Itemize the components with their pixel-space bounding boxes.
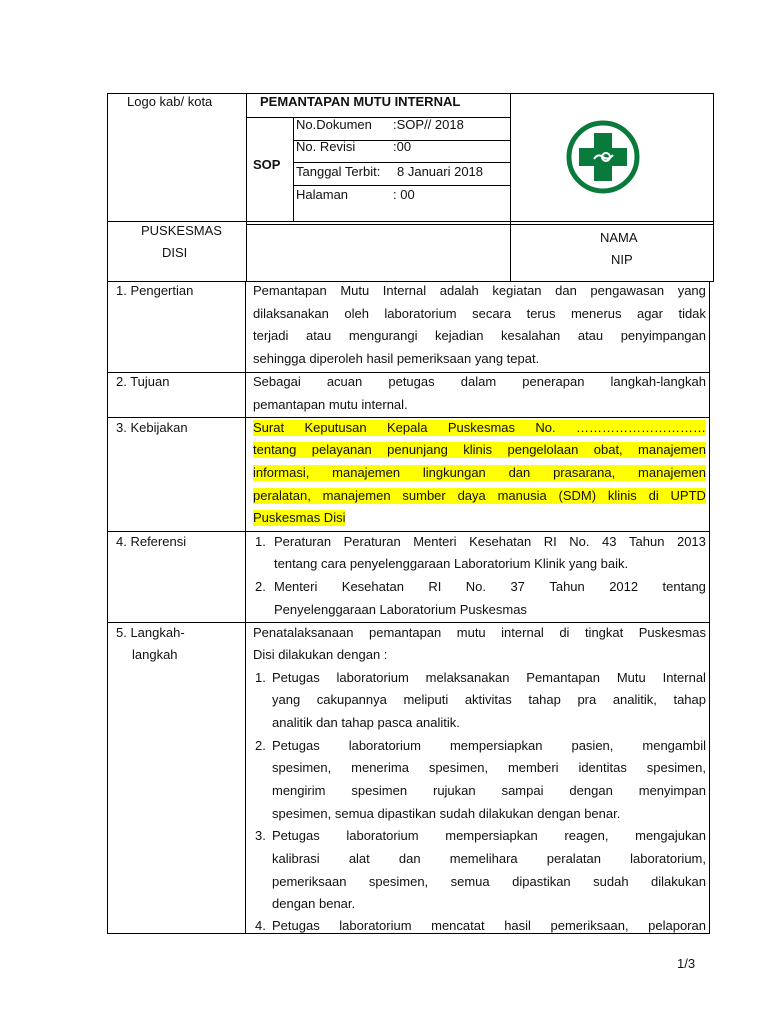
word: Keputusan bbox=[304, 420, 367, 435]
green-cross-icon bbox=[565, 119, 641, 195]
word: spesimen, bbox=[428, 760, 489, 775]
word: Peraturan bbox=[343, 534, 401, 549]
word: 2012 bbox=[609, 579, 639, 594]
word: manajemen bbox=[332, 465, 401, 480]
word: kalibrasi bbox=[272, 851, 320, 866]
word: Petugas bbox=[272, 918, 320, 933]
langkah-intro-line bbox=[253, 625, 706, 641]
langkah-item-line bbox=[272, 738, 706, 754]
word: ………………………… bbox=[575, 420, 706, 435]
word: atau bbox=[305, 328, 332, 343]
word: reagen, bbox=[564, 828, 609, 843]
word: menerus bbox=[570, 306, 622, 321]
word: oleh bbox=[344, 306, 369, 321]
word: klinis bbox=[463, 442, 493, 457]
section-label-pengertian: 1. Pengertian bbox=[116, 283, 194, 298]
word: spesimen, bbox=[646, 760, 706, 775]
word: UPTD bbox=[670, 488, 706, 503]
word: spesimen, bbox=[272, 760, 332, 775]
word: Pemantapan bbox=[526, 670, 601, 685]
word: prasarana, bbox=[553, 465, 616, 480]
pengertian-line bbox=[253, 328, 706, 344]
kebijakan-line bbox=[253, 420, 706, 436]
langkah-item-number: 1. bbox=[255, 670, 266, 685]
word: dan bbox=[555, 283, 577, 298]
word: identitas bbox=[578, 760, 627, 775]
word: pengawasan bbox=[590, 283, 665, 298]
word: pemeriksaan bbox=[272, 874, 347, 889]
word: Sebagai bbox=[253, 374, 301, 389]
referensi-item-line bbox=[274, 579, 706, 595]
word: tahap bbox=[673, 692, 706, 707]
word: Mutu bbox=[340, 283, 370, 298]
word: 2013 bbox=[676, 534, 706, 549]
word: Petugas bbox=[272, 828, 320, 843]
signatory-nip: NIP bbox=[611, 252, 633, 267]
langkah-item-line: analitik dan tahap pasca analitik. bbox=[272, 715, 460, 730]
word: manusia bbox=[497, 488, 547, 503]
word: Tahun bbox=[629, 534, 665, 549]
word: dengan bbox=[569, 783, 613, 798]
section-label-referensi: 4. Referensi bbox=[116, 534, 187, 549]
word: laboratorium bbox=[346, 828, 419, 843]
word: kegiatan bbox=[492, 283, 542, 298]
hline-header bbox=[107, 221, 714, 222]
divider-header-right bbox=[510, 93, 511, 281]
word: Petugas bbox=[272, 670, 320, 685]
langkah-item-number: 3. bbox=[255, 828, 266, 843]
word: Kesehatan bbox=[341, 579, 404, 594]
word: laboratorium, bbox=[630, 851, 706, 866]
word: pengelolaan bbox=[507, 442, 579, 457]
word: (SDM) bbox=[558, 488, 597, 503]
referensi-item-line bbox=[274, 534, 706, 550]
word: laboratorium bbox=[339, 918, 412, 933]
field-value-no-revisi: :00 bbox=[393, 139, 412, 154]
signatory-name: NAMA bbox=[600, 230, 638, 245]
word: No. bbox=[535, 420, 556, 435]
word: RI bbox=[543, 534, 557, 549]
word: menerima bbox=[351, 760, 409, 775]
word: di bbox=[559, 625, 570, 640]
word: manajemen bbox=[638, 442, 706, 457]
hline-s3 bbox=[107, 417, 710, 418]
langkah-item-line bbox=[272, 760, 706, 776]
divider-sop bbox=[293, 117, 294, 221]
hline-s5 bbox=[107, 622, 710, 623]
word: laboratorium bbox=[336, 670, 409, 685]
kebijakan-line bbox=[253, 465, 706, 481]
word: obat, bbox=[593, 442, 623, 457]
langkah-item-number: 2. bbox=[255, 738, 266, 753]
word: agar bbox=[636, 306, 663, 321]
word: klinis bbox=[607, 488, 637, 503]
word: sumber bbox=[402, 488, 446, 503]
word: dalam bbox=[460, 374, 497, 389]
word: yang bbox=[272, 692, 301, 707]
tujuan-line bbox=[253, 374, 706, 390]
word: Petugas bbox=[272, 738, 320, 753]
kebijakan-line: Puskesmas Disi bbox=[253, 510, 346, 525]
langkah-item-line: spesimen, semua dipastikan sudah dilakukan dengan benar. bbox=[272, 806, 621, 821]
section-label-kebijakan: 3. Kebijakan bbox=[116, 420, 188, 435]
pengertian-line bbox=[253, 306, 706, 322]
word: Puskesmas bbox=[447, 420, 516, 435]
word: tingkat bbox=[584, 625, 624, 640]
hline-field2 bbox=[293, 162, 511, 163]
pengertian-line bbox=[253, 283, 706, 299]
word: memberi bbox=[507, 760, 559, 775]
field-label-tanggal-terbit: Tanggal Terbit: bbox=[296, 164, 381, 179]
word: pelaporan bbox=[648, 918, 706, 933]
word: sudah bbox=[593, 874, 629, 889]
word: dan bbox=[398, 851, 421, 866]
word: petugas bbox=[388, 374, 435, 389]
word: dipastikan bbox=[512, 874, 571, 889]
word: mempersiapkan bbox=[449, 738, 543, 753]
word: atau bbox=[577, 328, 604, 343]
divider-header-mid bbox=[246, 93, 247, 281]
word: mengajukan bbox=[635, 828, 706, 843]
word: laboratorium bbox=[348, 738, 421, 753]
section-label-tujuan: 2. Tujuan bbox=[116, 374, 170, 389]
word: mencatat bbox=[431, 918, 485, 933]
langkah-item-line bbox=[272, 828, 706, 844]
word: No. bbox=[569, 534, 590, 549]
kebijakan-line bbox=[253, 442, 706, 458]
langkah-item-line bbox=[272, 918, 706, 934]
tujuan-line: pemantapan mutu internal. bbox=[253, 397, 408, 412]
sop-label: SOP bbox=[253, 157, 281, 172]
word: yang bbox=[677, 283, 706, 298]
word: mengurangi bbox=[348, 328, 418, 343]
word: Tahun bbox=[549, 579, 585, 594]
word: Kepala bbox=[386, 420, 428, 435]
word: alat bbox=[348, 851, 370, 866]
word: manajemen bbox=[322, 488, 391, 503]
word: kesalahan bbox=[501, 328, 561, 343]
word: hasil bbox=[504, 918, 531, 933]
word: cakupannya bbox=[316, 692, 387, 707]
word: manajemen bbox=[638, 465, 706, 480]
hline-s4 bbox=[107, 531, 710, 532]
langkah-item-line: dengan benar. bbox=[272, 896, 356, 911]
word: dilakukan bbox=[651, 874, 706, 889]
word: 37 bbox=[510, 579, 525, 594]
word: Surat bbox=[253, 420, 285, 435]
hline-sign-top bbox=[246, 224, 713, 225]
word: lingkungan bbox=[422, 465, 486, 480]
word: terus bbox=[526, 306, 556, 321]
word: Menteri bbox=[274, 579, 318, 594]
word: mengirim bbox=[272, 783, 326, 798]
word: terjadi bbox=[253, 328, 289, 343]
word: pasien, bbox=[571, 738, 614, 753]
document-title: PEMANTAPAN MUTU INTERNAL bbox=[260, 94, 461, 109]
word: pemeriksaan, bbox=[550, 918, 629, 933]
field-value-halaman: : 00 bbox=[393, 187, 415, 202]
word: kejadian bbox=[435, 328, 484, 343]
field-value-no-dokumen: :SOP// 2018 bbox=[393, 117, 464, 132]
word: peralatan bbox=[546, 851, 601, 866]
word: daya bbox=[457, 488, 486, 503]
logo-placeholder-label: Logo kab/ kota bbox=[127, 94, 213, 109]
pengertian-line: sehingga diperoleh hasil pemeriksaan yang tepat. bbox=[253, 351, 540, 366]
word: Puskesmas bbox=[638, 625, 706, 640]
word: analitik, bbox=[612, 692, 657, 707]
field-label-no-dokumen: No.Dokumen bbox=[296, 117, 372, 132]
word: penyimpangan bbox=[620, 328, 706, 343]
word: Penatalaksanaan bbox=[253, 625, 354, 640]
word: secara bbox=[472, 306, 512, 321]
hline-title bbox=[246, 117, 511, 118]
word: sampai bbox=[501, 783, 544, 798]
langkah-item-line bbox=[272, 874, 706, 890]
word: spesimen, bbox=[368, 874, 429, 889]
org-name-line2: DISI bbox=[162, 245, 188, 260]
word: Internal bbox=[662, 670, 706, 685]
langkah-intro-line: Disi dilakukan dengan : bbox=[253, 647, 388, 662]
word: aktivitas bbox=[464, 692, 512, 707]
word: 43 bbox=[602, 534, 617, 549]
field-label-halaman: Halaman bbox=[296, 187, 349, 202]
word: penunjang bbox=[387, 442, 448, 457]
word: Pemantapan bbox=[253, 283, 327, 298]
langkah-item-line bbox=[272, 851, 706, 867]
word: informasi, bbox=[253, 465, 310, 480]
word: penerapan bbox=[522, 374, 585, 389]
word: RI bbox=[428, 579, 442, 594]
word: Peraturan bbox=[274, 534, 332, 549]
hline-s2 bbox=[107, 372, 710, 373]
word: dan bbox=[508, 465, 531, 480]
word: semua bbox=[450, 874, 490, 889]
referensi-item-number: 2. bbox=[255, 579, 266, 594]
divider-labelcol bbox=[245, 281, 246, 933]
word: memelihara bbox=[449, 851, 518, 866]
word: Kesehatan bbox=[469, 534, 532, 549]
field-value-tanggal-terbit: 8 Januari 2018 bbox=[397, 164, 484, 179]
border-right-body bbox=[709, 281, 710, 933]
word: di bbox=[648, 488, 659, 503]
page-number: 1/3 bbox=[677, 956, 696, 971]
word: Mutu bbox=[616, 670, 646, 685]
word: spesimen bbox=[351, 783, 408, 798]
word: Internal bbox=[382, 283, 427, 298]
word: menyimpan bbox=[638, 783, 706, 798]
word: acuan bbox=[326, 374, 363, 389]
kebijakan-line bbox=[253, 488, 706, 504]
word: mutu bbox=[456, 625, 486, 640]
word: pemantapan bbox=[368, 625, 442, 640]
langkah-item-number: 4. bbox=[255, 918, 266, 933]
word: tentang bbox=[662, 579, 706, 594]
word: internal bbox=[501, 625, 544, 640]
word: mempersiapkan bbox=[445, 828, 538, 843]
word: Menteri bbox=[413, 534, 457, 549]
word: pra bbox=[577, 692, 597, 707]
hline-field3 bbox=[293, 185, 511, 186]
word: laboratorium bbox=[384, 306, 457, 321]
hline-org bbox=[107, 281, 714, 282]
border-left bbox=[107, 93, 108, 933]
referensi-item-number: 1. bbox=[255, 534, 266, 549]
word: adalah bbox=[439, 283, 479, 298]
word: No. bbox=[465, 579, 487, 594]
word: tahap bbox=[528, 692, 561, 707]
word: tidak bbox=[678, 306, 706, 321]
section-label-langkah-cont: langkah bbox=[132, 647, 178, 662]
border-right-top bbox=[713, 93, 714, 281]
word: peralatan, bbox=[253, 488, 311, 503]
section-label-langkah: 5. Langkah- bbox=[116, 625, 185, 640]
word: rujukan bbox=[432, 783, 476, 798]
referensi-item-line: tentang cara penyelenggaraan Laboratorium Klinik yang baik. bbox=[274, 556, 629, 571]
langkah-item-line bbox=[272, 783, 706, 799]
word: langkah-langkah bbox=[610, 374, 706, 389]
word: dilaksanakan bbox=[253, 306, 329, 321]
word: tentang bbox=[253, 442, 297, 457]
org-name-line1: PUSKESMAS bbox=[141, 223, 222, 238]
word: pelayanan bbox=[311, 442, 372, 457]
referensi-item-line: Penyelenggaraan Laboratorium Puskesmas bbox=[274, 602, 527, 617]
word: mengambil bbox=[642, 738, 706, 753]
field-label-no-revisi: No. Revisi bbox=[296, 139, 356, 154]
word: meliputi bbox=[403, 692, 449, 707]
langkah-item-line bbox=[272, 670, 706, 686]
word: melaksanakan bbox=[425, 670, 510, 685]
langkah-item-line bbox=[272, 692, 706, 708]
